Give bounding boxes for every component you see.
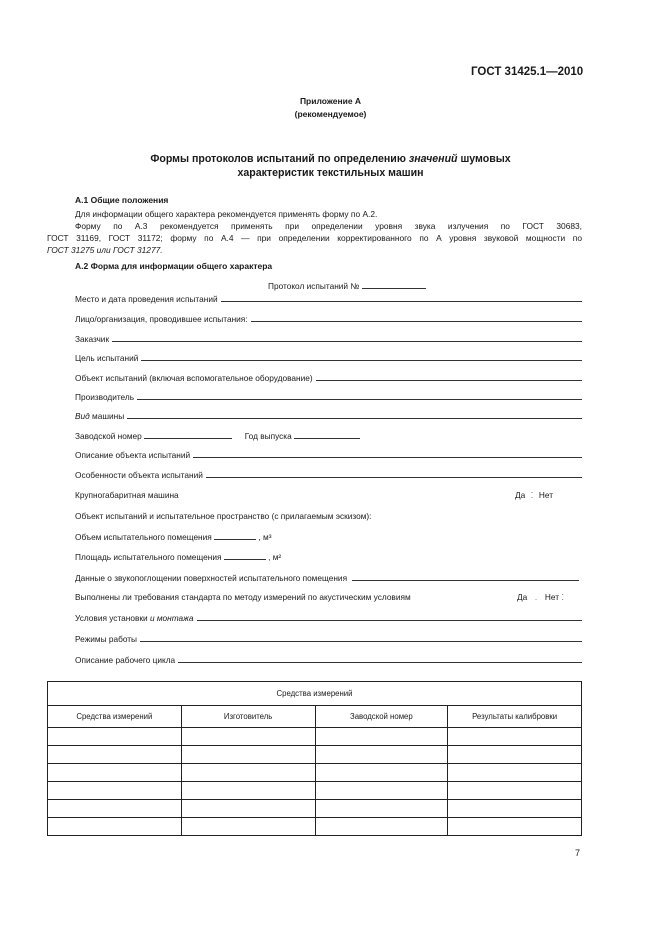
- manufacturer-field[interactable]: [75, 390, 582, 402]
- sound-absorption-line[interactable]: [352, 580, 579, 581]
- section-a1-paragraph-4: ГОСТ 31275 или ГОСТ 31277.: [47, 245, 163, 255]
- table-cell[interactable]: [315, 782, 448, 800]
- main-title-pre: Формы протоколов испытаний по определению: [150, 153, 409, 165]
- large-machine-yes[interactable]: Да: [515, 490, 526, 500]
- object-features-label: Особенности объекта испытаний: [75, 470, 203, 480]
- room-area-row: [75, 551, 281, 562]
- table-cell[interactable]: [448, 800, 582, 818]
- machine-type-field[interactable]: [75, 409, 582, 421]
- organization-field[interactable]: [75, 312, 582, 324]
- purpose-label: Цель испытаний: [75, 353, 139, 363]
- installation-label: [75, 613, 197, 623]
- table-cell[interactable]: [315, 818, 448, 836]
- requirements-met-choice: [517, 592, 564, 602]
- section-a1-heading: А.1 Общие положения: [75, 195, 169, 205]
- page-number: 7: [575, 848, 581, 858]
- large-machine-checkbox[interactable]: ⁚: [530, 490, 534, 500]
- organization-label: Лицо/организация, проводившее испытания:: [75, 314, 248, 324]
- table-cell[interactable]: [48, 782, 182, 800]
- room-volume-row: [75, 531, 271, 542]
- requirements-met-label: Выполнены ли требования стандарта по методу измерений по акустическим условиям: [75, 592, 411, 602]
- space-heading: Объект испытаний и испытательное пространство (с прилагаемым эскизом):: [75, 511, 372, 521]
- object-features-field[interactable]: [75, 468, 582, 480]
- serial-year-row: [75, 430, 360, 441]
- column-header-serial-number: Заводской номер: [315, 706, 448, 728]
- table-cell[interactable]: [181, 728, 315, 746]
- manufacturer-label: Производитель: [75, 392, 135, 402]
- protocol-number-label: Протокол испытаний №: [268, 281, 360, 291]
- installation-field[interactable]: [75, 611, 582, 623]
- section-a1-paragraph-3: ГОСТ 31169, ГОСТ 31172; форму по А.4 — при определении корректированного по А уровня звуковой мощности по: [47, 233, 582, 243]
- main-title-line1: [0, 153, 661, 165]
- object-description-label: Описание объекта испытаний: [75, 450, 191, 460]
- room-volume-label: Объем испытательного помещения: [75, 532, 212, 542]
- serial-number-field[interactable]: [144, 430, 232, 439]
- column-header-manufacturer: Изготовитель: [181, 706, 315, 728]
- table-row: [48, 782, 582, 800]
- room-volume-field[interactable]: [214, 531, 256, 540]
- purpose-field[interactable]: [75, 351, 582, 363]
- object-description-line[interactable]: [193, 457, 582, 458]
- room-area-field[interactable]: [224, 551, 266, 560]
- machine-type-line[interactable]: [127, 418, 582, 419]
- large-machine-no[interactable]: Нет: [538, 490, 553, 500]
- object-features-line[interactable]: [206, 477, 582, 478]
- column-header-instruments: Средства измерений: [48, 706, 182, 728]
- year-of-issue-label: Год выпуска: [244, 431, 292, 441]
- table-cell[interactable]: [48, 818, 182, 836]
- work-cycle-field[interactable]: [75, 653, 582, 665]
- annex-title: Приложение А: [299, 96, 362, 106]
- object-description-field[interactable]: [75, 448, 582, 460]
- table-cell[interactable]: [181, 800, 315, 818]
- protocol-number-field[interactable]: [362, 280, 426, 289]
- table-cell[interactable]: [315, 728, 448, 746]
- sound-absorption-field[interactable]: [75, 571, 579, 583]
- table-cell[interactable]: [48, 764, 182, 782]
- work-cycle-label: Описание рабочего цикла: [75, 655, 176, 665]
- operating-modes-label: Режимы работы: [75, 634, 138, 644]
- table-row: [48, 746, 582, 764]
- main-title-italic: значений: [408, 153, 458, 165]
- protocol-number-row: [268, 280, 426, 291]
- table-cell[interactable]: [448, 818, 582, 836]
- table-row: [48, 800, 582, 818]
- work-cycle-line[interactable]: [178, 662, 582, 663]
- annex-status: (рекомендуемое): [294, 109, 367, 119]
- customer-label: Заказчик: [75, 334, 110, 344]
- room-volume-unit: , м³: [258, 532, 272, 542]
- place-date-label: Место и дата проведения испытаний: [75, 294, 218, 304]
- section-a2-heading: А.2 Форма для информации общего характера: [75, 261, 273, 271]
- sound-absorption-label: Данные о звукопоглощении поверхностей испытательного помещения: [75, 573, 348, 583]
- customer-field[interactable]: [75, 332, 582, 344]
- room-area-unit: , м²: [268, 552, 282, 562]
- table-cell[interactable]: [181, 746, 315, 764]
- table-row: [48, 764, 582, 782]
- year-of-issue-field[interactable]: [294, 430, 360, 439]
- table-cell[interactable]: [448, 764, 582, 782]
- operating-modes-field[interactable]: [75, 632, 582, 644]
- table-cell[interactable]: [181, 764, 315, 782]
- table-row: [48, 728, 582, 746]
- requirements-no-checkbox[interactable]: ⁚: [561, 592, 564, 602]
- table-cell[interactable]: [181, 782, 315, 800]
- machine-type-italic: Вид: [75, 411, 90, 421]
- table-cell[interactable]: [48, 728, 182, 746]
- table-cell[interactable]: [315, 800, 448, 818]
- requirements-checkbox[interactable]: .: [534, 592, 538, 602]
- section-a1-paragraph-2: Форму по А.3 рекомендуется применять при определении уровня звука излучения по ГОСТ 30683,: [75, 221, 582, 231]
- table-row: [48, 818, 582, 836]
- table-cell[interactable]: [448, 782, 582, 800]
- large-machine-label: Крупногабаритная машина: [75, 490, 179, 500]
- test-object-line[interactable]: [316, 380, 582, 381]
- requirements-yes[interactable]: Да: [517, 592, 528, 602]
- room-area-label: Площадь испытательного помещения: [75, 552, 222, 562]
- serial-number-label: Заводской номер: [75, 431, 142, 441]
- table-cell[interactable]: [181, 818, 315, 836]
- place-date-line[interactable]: [221, 301, 582, 302]
- main-title-post: шумовых: [457, 153, 511, 165]
- document-code: ГОСТ 31425.1—2010: [471, 66, 584, 78]
- customer-line[interactable]: [112, 341, 582, 342]
- table-cell[interactable]: [315, 746, 448, 764]
- operating-modes-line[interactable]: [140, 641, 582, 642]
- test-object-field[interactable]: [75, 371, 582, 383]
- table-caption: Средства измерений: [48, 682, 582, 706]
- section-a1-paragraph-1: Для информации общего характера рекомендуется применять форму по А.2.: [75, 209, 378, 219]
- requirements-no[interactable]: Нет: [544, 592, 559, 602]
- table-cell[interactable]: [48, 800, 182, 818]
- place-date-field[interactable]: [75, 292, 582, 304]
- installation-line[interactable]: [197, 620, 583, 621]
- installation-italic: и монтажа: [149, 613, 194, 623]
- table-cell[interactable]: [48, 746, 182, 764]
- installation-pre: Условия установки: [75, 613, 150, 623]
- large-machine-choice: [515, 490, 553, 500]
- table-cell[interactable]: [448, 728, 582, 746]
- test-object-label: Объект испытаний (включая вспомогательное оборудование): [75, 373, 313, 383]
- machine-type-rest: машины: [89, 411, 125, 421]
- manufacturer-line[interactable]: [137, 399, 582, 400]
- table-cell[interactable]: [315, 764, 448, 782]
- table-cell[interactable]: [448, 746, 582, 764]
- organization-line[interactable]: [251, 321, 582, 322]
- purpose-line[interactable]: [141, 360, 582, 361]
- column-header-calibration: Результаты калибровки: [448, 706, 582, 728]
- main-title-line2: характеристик текстильных машин: [237, 167, 424, 179]
- measurement-instruments-table: [47, 681, 582, 836]
- machine-type-label: [75, 411, 127, 421]
